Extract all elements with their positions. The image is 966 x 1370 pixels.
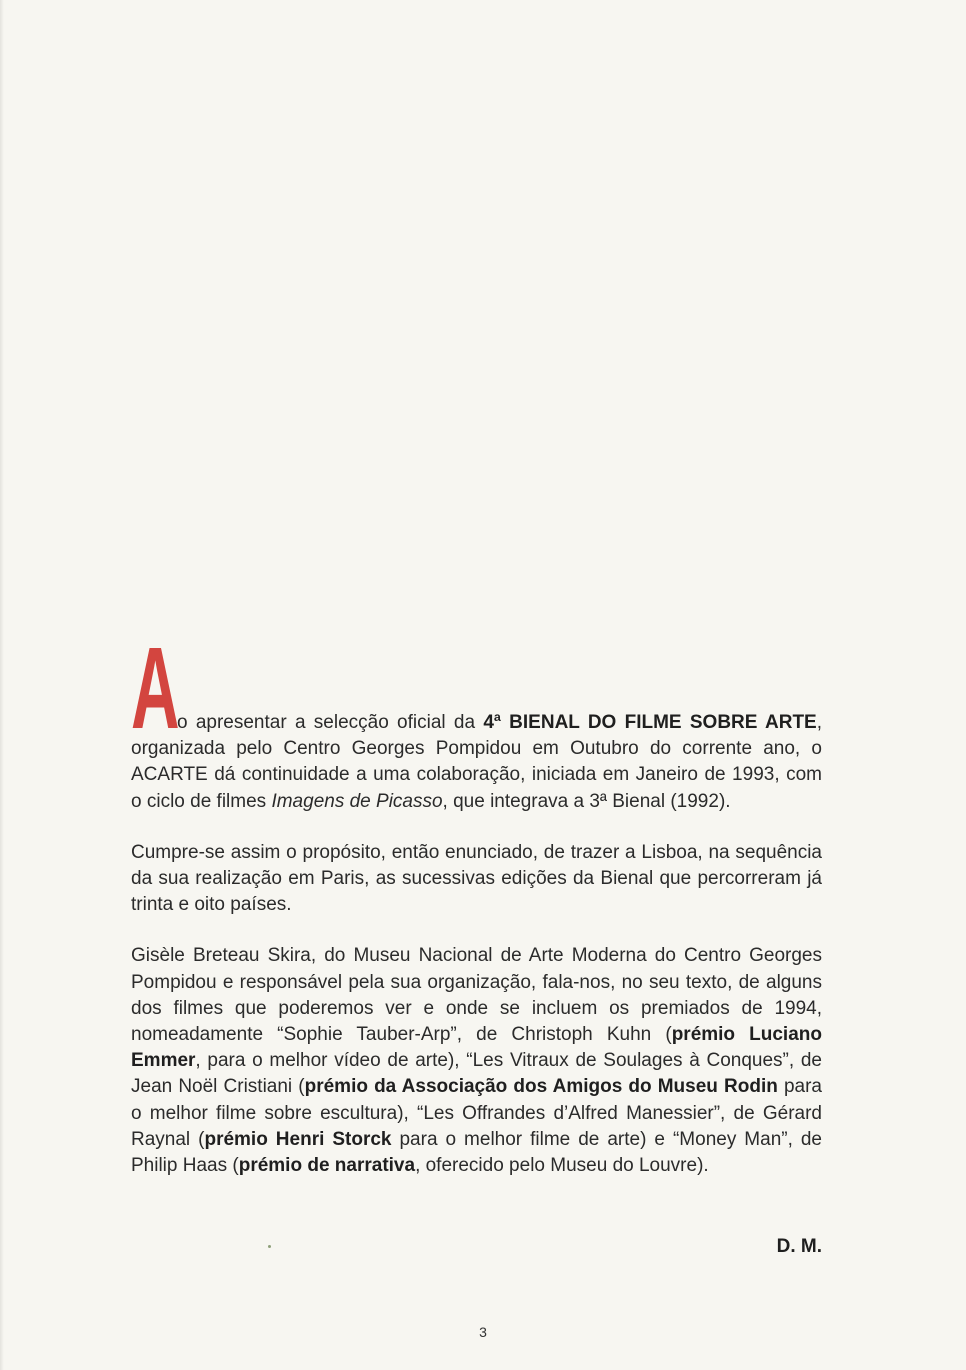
films-bold-2: prémio da Associação dos Amigos do Museu Rodin [304, 1076, 778, 1098]
films-text-5: , oferecido pelo Museu do Louvre). [415, 1155, 709, 1177]
paragraph-purpose: Cumpre-se assim o propósito, então enunciado, de trazer a Lisboa, na sequência da sua realização em Paris, as sucessivas edições da Bienal que percorreram já trinta e oito países. [131, 841, 822, 916]
signature: D. M. [776, 1236, 822, 1257]
films-bold-3: prémio Henri Storck [204, 1128, 392, 1150]
paper-speck [268, 1245, 271, 1248]
paragraph-films [131, 943, 822, 1179]
films-text-3: para o melhor filme sobre escultura), “Les Offrandes d’Alfred Manessier”, de Gérard Raynal ( [131, 1076, 822, 1150]
intro-italic-title: Imagens de Picasso [271, 790, 443, 812]
page-number: 3 [479, 1324, 487, 1340]
intro-text-1: o apresentar a selecção oficial da [177, 712, 484, 733]
intro-bold-title: 4ª BIENAL DO FILME SOBRE ARTE [483, 712, 817, 733]
films-text-4: para o melhor filme de arte) e “Money Man”, de Philip Haas ( [131, 1128, 823, 1177]
films-text-1: Gisèle Breteau Skira, do Museu Nacional de Arte Moderna do Centro Georges Pompidou e responsável pela sua organização, fala-nos, no seu texto, de alguns dos filmes que poderemos ver e onde se incluem os premiados de 1994, nomeadamente “Sophie Tauber-Arp”, de Christoph Kuhn ( [131, 945, 822, 1046]
films-bold-4: prémio de narrativa [238, 1155, 416, 1177]
article-body [131, 623, 823, 1204]
intro-text-2: , organizada pelo Centro Georges Pompidou em Outubro do corrente ano, o ACARTE dá continuidade a uma colaboração, iniciada em Janeiro de 1993, com o ciclo de filmes [131, 712, 823, 812]
films-bold-1: prémio Luciano Emmer [131, 1024, 822, 1072]
intro-text-3: , que integrava a 3ª Bienal (1992). [442, 790, 731, 812]
paragraph-intro [131, 623, 823, 815]
page-edge [0, 0, 4, 1370]
drop-cap: A [131, 623, 179, 753]
films-text-2: , para o melhor vídeo de arte), “Les Vitraux de Soulages à Conques”, de Jean Noël Cristiani ( [131, 1050, 822, 1098]
